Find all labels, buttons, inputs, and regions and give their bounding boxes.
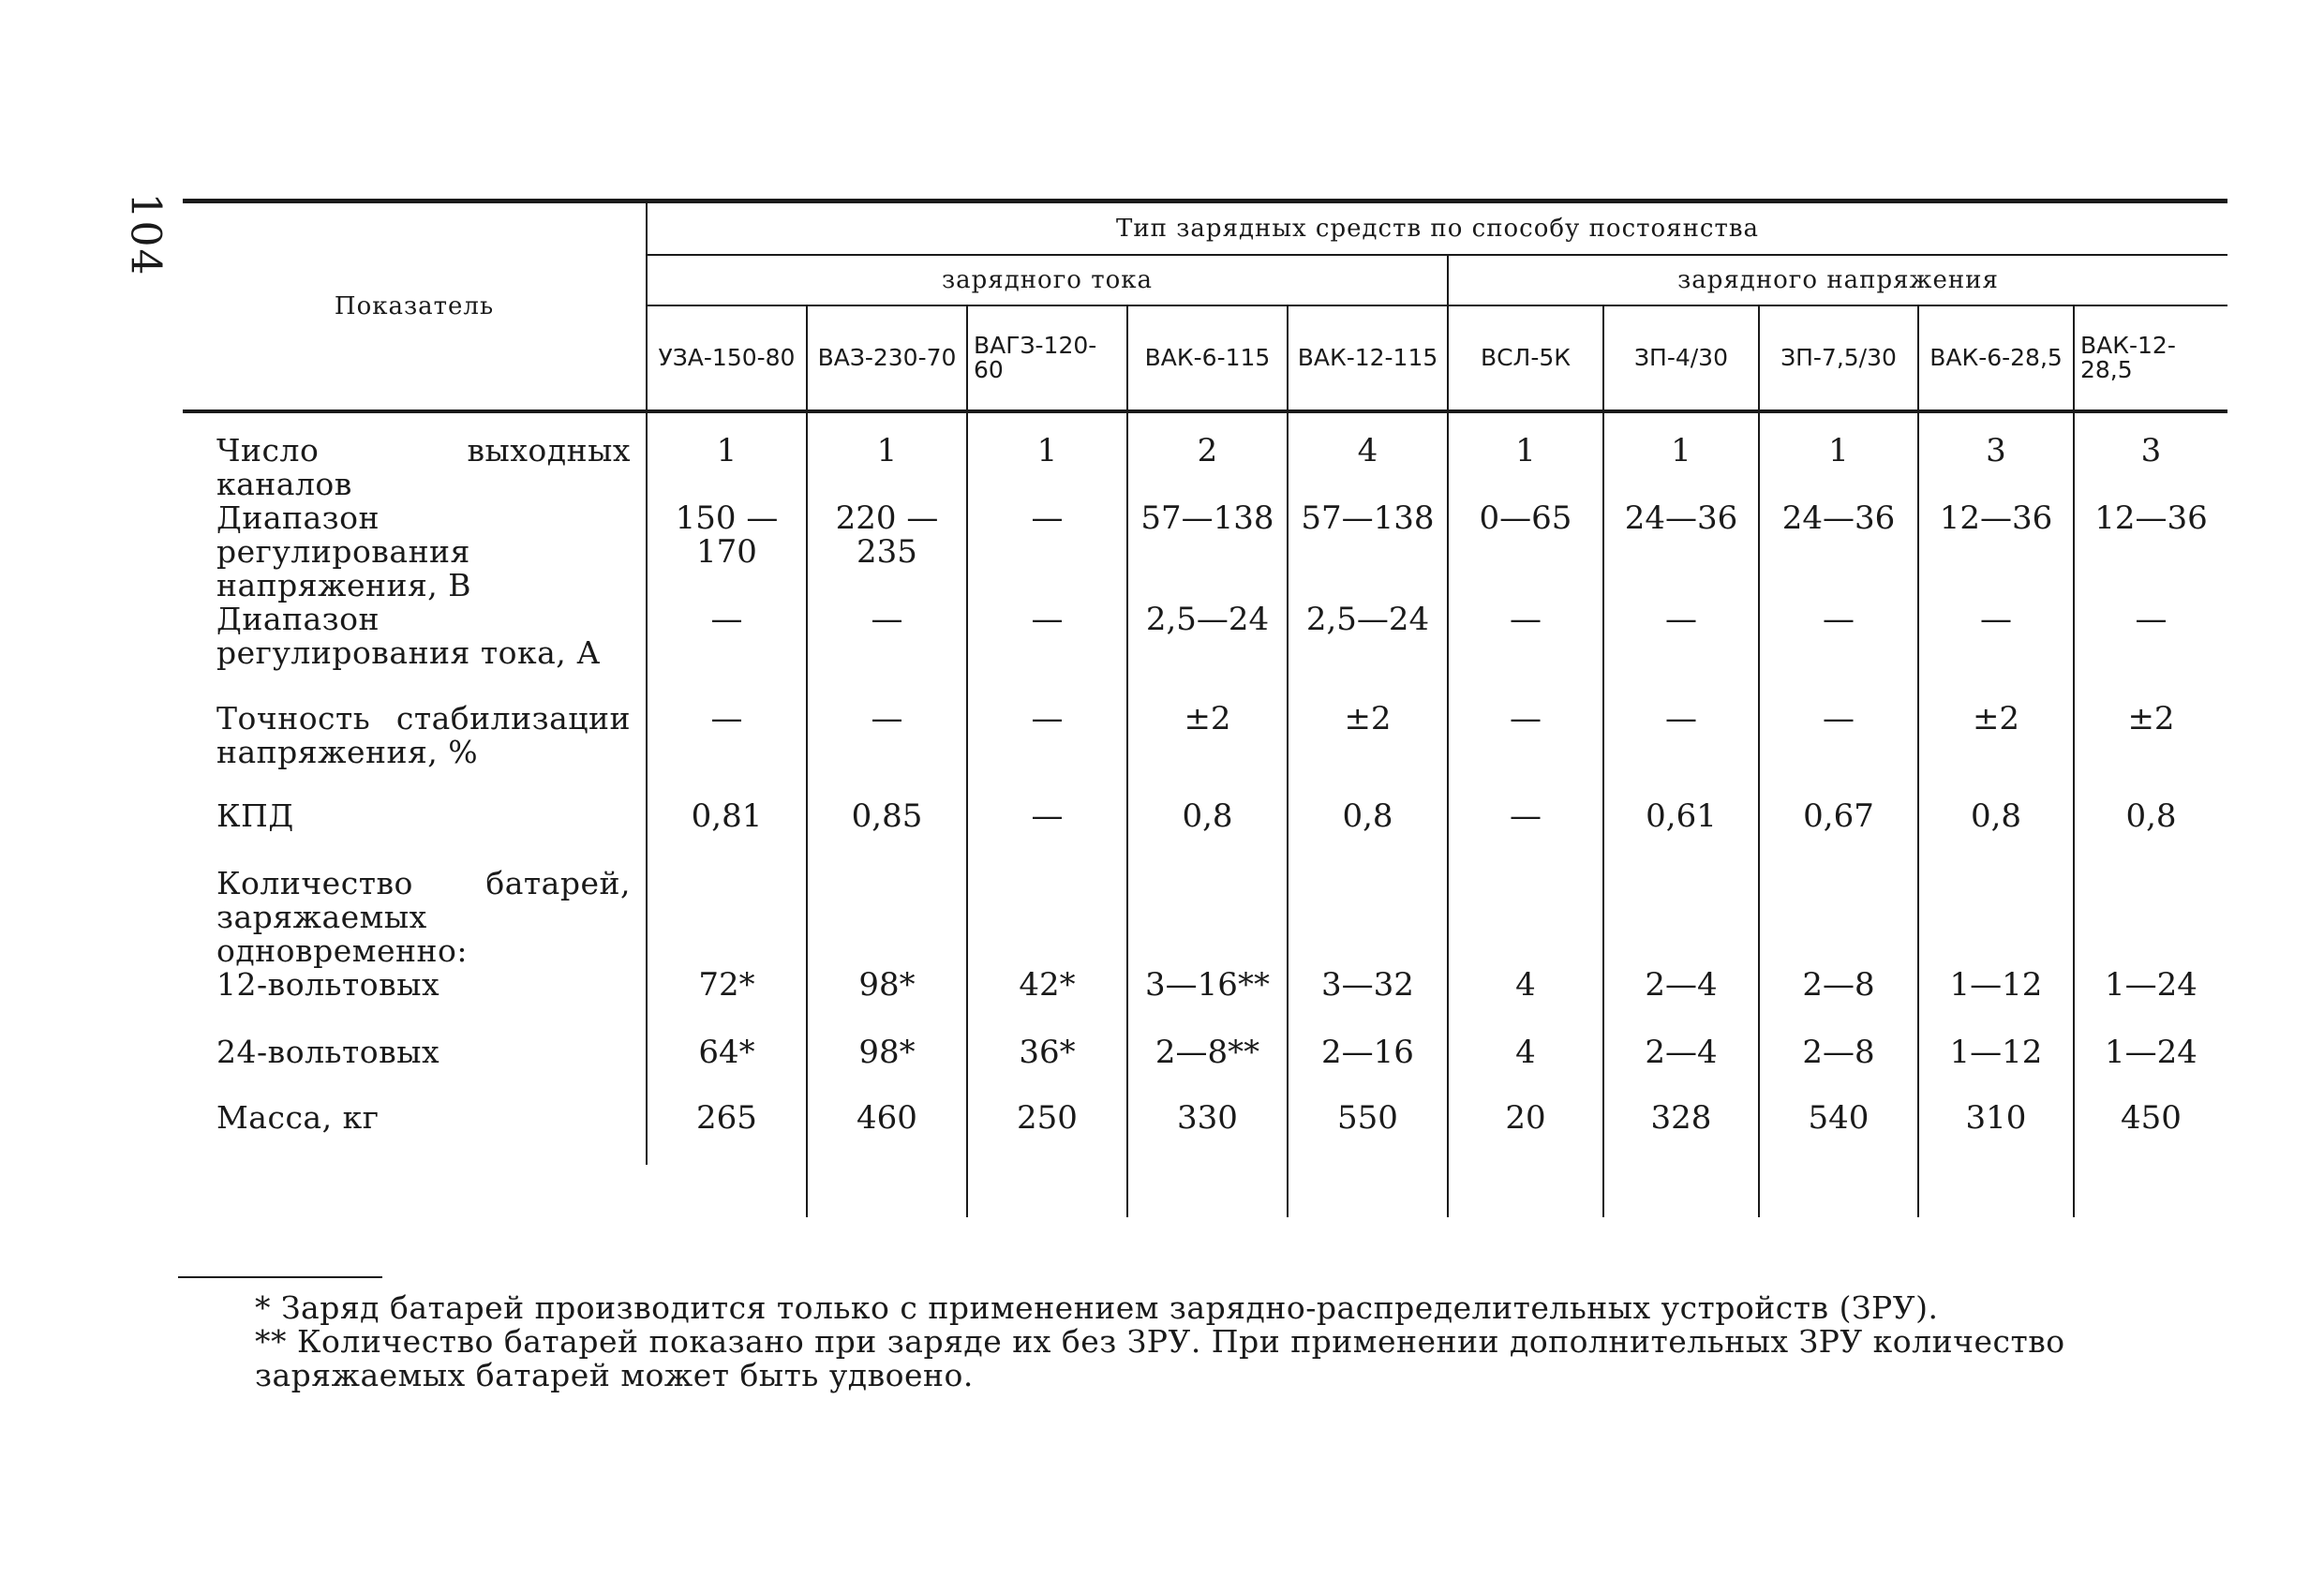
table-cell: 0—65: [1448, 501, 1603, 603]
table-cell: [647, 1165, 807, 1217]
table-cell: [967, 867, 1127, 968]
table-cell: 2,5—24: [1288, 603, 1448, 702]
row-label: Количество батарей, заряжаемых одновременно:: [183, 867, 647, 968]
table-cell: ±2: [1288, 702, 1448, 799]
table-cell: ±2: [2127, 700, 2175, 737]
table-row: [183, 968, 2227, 1035]
row-label: Диапазон регулирования тока, А: [183, 603, 647, 702]
type-header: Тип зарядных средств по способу постоянства: [647, 203, 2227, 255]
table-cell: 0,61: [1603, 799, 1759, 867]
table-cell: 2—16: [1288, 1035, 1448, 1101]
table-cell: 3—16**: [1127, 968, 1288, 1035]
table-cell: —: [1759, 603, 1918, 702]
table-cell: 328: [1603, 1101, 1759, 1165]
table-cell: [1127, 867, 1288, 968]
table-cell: [1288, 867, 1448, 968]
column-header: ВАК-12-28,5: [2074, 305, 2227, 411]
row-label: Диапазон регулирования напряжения, В: [183, 501, 647, 603]
column-header: ВАК-6-115: [1127, 305, 1288, 411]
table-cell: 12—36: [2094, 499, 2208, 537]
row-label: Точность стабилизации напряжения, %: [183, 702, 647, 799]
table-cell: ±2: [1127, 702, 1288, 799]
table-cell: 0,67: [1759, 799, 1918, 867]
footnote-1: * Заряд батарей производится только с применением зарядно-распределительных устройств (ЗРУ).: [255, 1289, 1939, 1326]
table-cell: 2,5—24: [1127, 603, 1288, 702]
table-cell: [2074, 1165, 2227, 1217]
table-cell: 1—24: [2105, 1034, 2197, 1071]
table-cell: [2074, 867, 2227, 968]
table-cell: —: [1603, 603, 1759, 702]
table-cell: 2—4: [1603, 968, 1759, 1035]
table-cell: 1: [1759, 411, 1918, 501]
table-cell: [647, 867, 807, 968]
table-cell: 64*: [647, 1035, 807, 1101]
table-cell: [1448, 1165, 1603, 1217]
table-cell: 98*: [807, 968, 967, 1035]
row-label: Масса, кг: [183, 1101, 647, 1165]
table-row: [183, 501, 2227, 603]
table-row: [183, 799, 2227, 867]
table-cell: 540: [1759, 1101, 1918, 1165]
table-cell: 2—8: [1759, 1035, 1918, 1101]
table-cell: ±2: [1918, 702, 2074, 799]
table-cell: 4: [1448, 968, 1603, 1035]
table-row: [183, 702, 2227, 799]
column-header: ЗП-4/30: [1603, 305, 1759, 411]
table-cell: 1: [1448, 411, 1603, 501]
table-row: [183, 411, 2227, 501]
table-cell: 3: [2140, 432, 2162, 469]
table-cell: 0,8: [1288, 799, 1448, 867]
table-cell: 2—8**: [1127, 1035, 1288, 1101]
table-cell: —: [1448, 799, 1603, 867]
table-cell: 1: [1603, 411, 1759, 501]
footnotes: [178, 1276, 2174, 1392]
table-cell: —: [807, 702, 967, 799]
table-cell: —: [1448, 603, 1603, 702]
column-header: ВАК-12-115: [1288, 305, 1448, 411]
table-cell: 0,8: [1127, 799, 1288, 867]
table-row: [183, 603, 2227, 702]
table-cell: 330: [1127, 1101, 1288, 1165]
table-cell: 0,8: [1918, 799, 2074, 867]
table-cell: 42*: [967, 968, 1127, 1035]
charger-specs-table: [183, 199, 2227, 1217]
table-cell: 310: [1918, 1101, 2074, 1165]
footnote-divider: [178, 1276, 382, 1278]
table-cell: —: [647, 702, 807, 799]
table-cell: —: [2135, 601, 2168, 638]
table-cell: 4: [1448, 1035, 1603, 1101]
table-cell: 250: [967, 1101, 1127, 1165]
table-cell: 2—4: [1603, 1035, 1759, 1101]
table-cell: 1—12: [1918, 968, 2074, 1035]
table-cell: [967, 1165, 1127, 1217]
table-cell: [1448, 867, 1603, 968]
table-cell: 4: [1288, 411, 1448, 501]
footnote-2: ** Количество батарей показано при заряде их без ЗРУ. При применении дополнительных ЗРУ количество заряжаемых батарей может быть удвоено.: [255, 1323, 2065, 1393]
group-voltage-header: зарядного напряжения: [1448, 255, 2227, 305]
column-header: ВСЛ-5К: [1448, 305, 1603, 411]
table-cell: —: [807, 603, 967, 702]
table-cell: 0,8: [2125, 797, 2177, 835]
table-cell: —: [967, 799, 1127, 867]
table-cell: —: [1448, 702, 1603, 799]
column-header: УЗА-150-80: [647, 305, 807, 411]
table-cell: 57—138: [1127, 501, 1288, 603]
row-label: 12-вольтовых: [183, 968, 647, 1035]
table-cell: 2—8: [1759, 968, 1918, 1035]
table-cell: 1: [967, 411, 1127, 501]
table-cell: —: [967, 702, 1127, 799]
table-cell: 12—36: [1918, 501, 2074, 603]
table-cell: [1759, 867, 1918, 968]
column-header: ЗП-7,5/30: [1759, 305, 1918, 411]
group-current-header: зарядного тока: [647, 255, 1448, 305]
table-cell: [1603, 1165, 1759, 1217]
table-cell: 265: [647, 1101, 807, 1165]
table-row: [183, 1101, 2227, 1165]
table-cell: 72*: [647, 968, 807, 1035]
table-cell: 150 — 170: [647, 501, 807, 603]
table-cell: 3: [1918, 411, 2074, 501]
table-cell: —: [1759, 702, 1918, 799]
table-cell: 1: [647, 411, 807, 501]
table-cell: 220 — 235: [807, 501, 967, 603]
specs-table-container: [183, 199, 2227, 1217]
table-cell: [1127, 1165, 1288, 1217]
table-cell: 3—32: [1288, 968, 1448, 1035]
table-cell: 20: [1448, 1101, 1603, 1165]
table-cell: [807, 867, 967, 968]
table-cell: 24—36: [1603, 501, 1759, 603]
table-cell: —: [1918, 603, 2074, 702]
table-cell: 0,85: [807, 799, 967, 867]
table-cell: —: [967, 603, 1127, 702]
table-cell: 57—138: [1288, 501, 1448, 603]
table-cell: [1759, 1165, 1918, 1217]
table-cell: 550: [1288, 1101, 1448, 1165]
table-row: [183, 1035, 2227, 1101]
table-cell: —: [647, 603, 807, 702]
row-label: КПД: [183, 799, 647, 867]
table-cell: [183, 1165, 647, 1217]
row-label: 24-вольтовых: [183, 1035, 647, 1101]
table-cell: 0,81: [647, 799, 807, 867]
table-cell: 460: [807, 1101, 967, 1165]
table-cell: —: [967, 501, 1127, 603]
column-header: ВАЗ-230-70: [807, 305, 967, 411]
table-cell: [1288, 1165, 1448, 1217]
page-number: 104: [121, 192, 170, 277]
table-cell: [1918, 867, 2074, 968]
table-cell: 36*: [967, 1035, 1127, 1101]
table-cell: 98*: [807, 1035, 967, 1101]
table-cell: 450: [2121, 1099, 2182, 1137]
table-cell: 1—12: [1918, 1035, 2074, 1101]
column-header: ВАК-6-28,5: [1918, 305, 2074, 411]
indicator-header: Показатель: [183, 203, 647, 411]
row-label: Число выходных каналов: [183, 411, 647, 501]
table-cell: 24—36: [1759, 501, 1918, 603]
table-cell: [1918, 1165, 2074, 1217]
table-cell: —: [1603, 702, 1759, 799]
table-cell: 2: [1127, 411, 1288, 501]
table-cell: 1—24: [2105, 966, 2197, 1004]
table-row-spacer: [183, 1165, 2227, 1217]
table-cell: [807, 1165, 967, 1217]
column-header: ВАГЗ-120-60: [967, 305, 1127, 411]
table-cell: [1603, 867, 1759, 968]
table-cell: 1: [807, 411, 967, 501]
table-row: [183, 867, 2227, 968]
